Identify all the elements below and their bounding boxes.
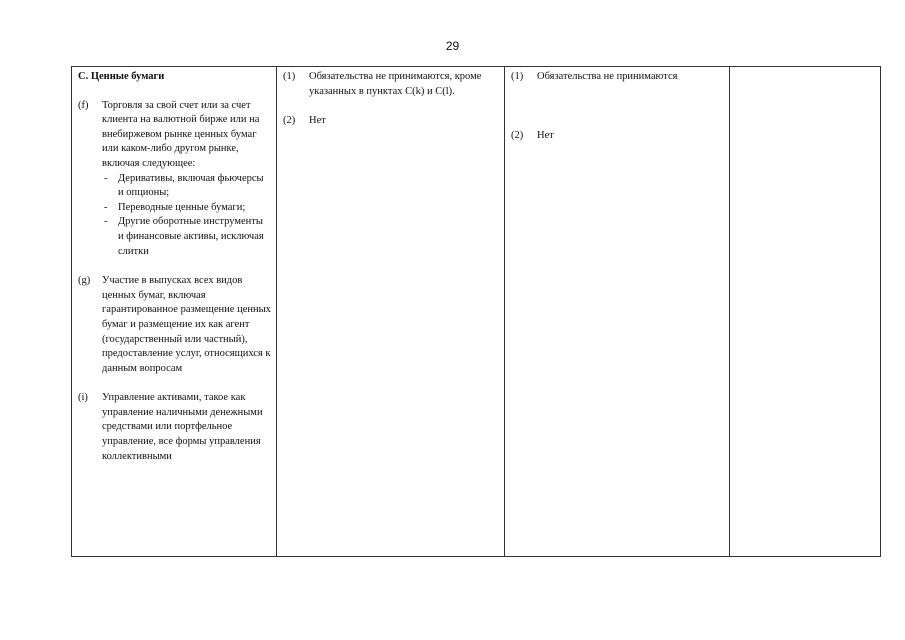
list-item-i [78,391,271,464]
commitment-1: (1) Обязательства не принимаются [511,71,678,82]
dash-icon: - [104,201,108,213]
dash-icon: - [104,216,108,228]
table-row [72,67,881,557]
bullet-item: - Другие оборотные инструменты и финансовые активы, исключая слитки [102,215,271,259]
commitments-table [71,66,881,557]
commitment-2: (2) Нет [283,115,326,127]
page-number: 29 [445,39,460,53]
market-access-cell [277,67,505,557]
item-label: (i) [78,392,88,404]
item-label: (f) [78,99,89,111]
item-text: Участие в выпусках всех видов ценных бумаг, включая гарантированное размещение ценных бумаг и размещение их как агент (государственный или частный), предоставление услуг, относящихся к данным вопросам [102,275,271,374]
commitment-1: (1) Обязательства не принимаются, кроме указанных в пунктах C(k) и C(l). [283,71,482,97]
section-title: C. Ценные бумаги [78,71,165,82]
bullet-item: - Деривативы, включая фьючерсы и опционы; [102,172,271,201]
item-text: Управление активами, такое как управление наличными денежными средствами или портфельное управление, все формы управления коллективными [102,392,263,462]
dash-icon: - [104,172,108,184]
list-item-g [78,274,271,376]
sector-cell [72,67,277,557]
item-label: (g) [78,275,91,287]
list-item-f [78,99,271,260]
national-treatment-cell [505,67,730,557]
bullet-list [102,172,271,260]
item-text: Торговля за свой счет или за счет клиента на валютной бирже или на внебиржевом рынке ценных бумаг или каком-либо другом рынке, включая следующее: [102,99,260,169]
commitment-2: (2) Нет [511,129,554,141]
additional-commitments-cell [730,67,881,557]
bullet-item: - Переводные ценные бумаги; [102,201,271,216]
